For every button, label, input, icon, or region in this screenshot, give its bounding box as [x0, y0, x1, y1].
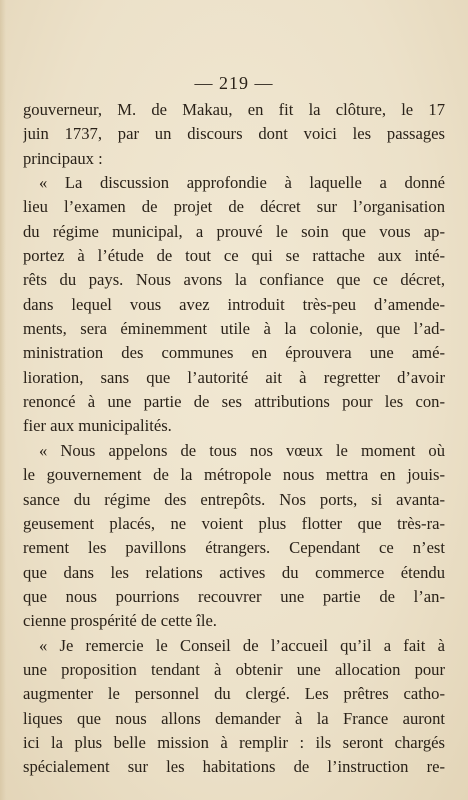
text-line: ments, sera éminemment utile à la colonie, que l’ad- [23, 319, 445, 339]
text-line: que dans les relations actives du commerce étendu [23, 562, 445, 582]
text-line: le gouvernement de la métropole nous mettra en jouis- [23, 465, 445, 485]
page-number: — 219 — [194, 73, 274, 93]
text-line: augmenter le personnel du clergé. Les prêtres catho- [23, 684, 445, 704]
text-line: geusement placés, ne voient plus flotter que très-ra- [23, 513, 445, 533]
text-line: lieu l’examen de projet de décret sur l’organisation [23, 197, 445, 217]
page-gutter-shadow [0, 0, 6, 800]
text-line: une proposition tendant à obtenir une allocation pour [23, 659, 445, 679]
text-line: liques que nous allons demander à la France auront [23, 708, 445, 728]
text-line: « Je remercie le Conseil de l’accueil qu’il a fait à [39, 635, 445, 655]
text-line: cienne prospérité de cette île. [23, 611, 217, 631]
text-line: principaux : [23, 148, 103, 168]
body-text [23, 98, 445, 780]
text-line: gouverneur, M. de Makau, en fit la clôture, le 17 [23, 100, 445, 119]
text-line: ministration des communes en éprouvera une amé- [23, 343, 445, 363]
text-line: « La discussion approfondie à laquelle a donné [39, 173, 445, 193]
text-line: que nous pourrions recouvrer une partie de l’an- [23, 586, 445, 606]
text-line: dans lequel vous avez introduit très-peu d’amende- [23, 294, 445, 314]
text-line: sance du régime des entrepôts. Nos ports, si avanta- [23, 489, 445, 509]
text-line: portez à l’étude de tout ce qui se rattache aux inté- [23, 246, 445, 266]
text-line: rêts du pays. Nous avons la confiance que ce décret, [23, 270, 445, 290]
text-line: juin 1737, par un discours dont voici les passages [23, 124, 445, 144]
text-line: renoncé à une partie de ses attributions pour les con- [23, 392, 445, 412]
text-line: spécialement sur les habitations de l’instruction re- [23, 757, 445, 777]
text-line: lioration, sans que l’autorité ait à regretter d’avoir [23, 367, 445, 387]
text-line: rement les pavillons étrangers. Cependant ce n’est [23, 538, 445, 558]
text-line: fier aux municipalités. [23, 416, 172, 436]
text-line: « Nous appelons de tous nos vœux le moment où [39, 440, 445, 460]
text-line: ici la plus belle mission à remplir : ils seront chargés [23, 732, 445, 752]
text-line: du régime municipal, a prouvé le soin que vous ap- [23, 221, 445, 241]
